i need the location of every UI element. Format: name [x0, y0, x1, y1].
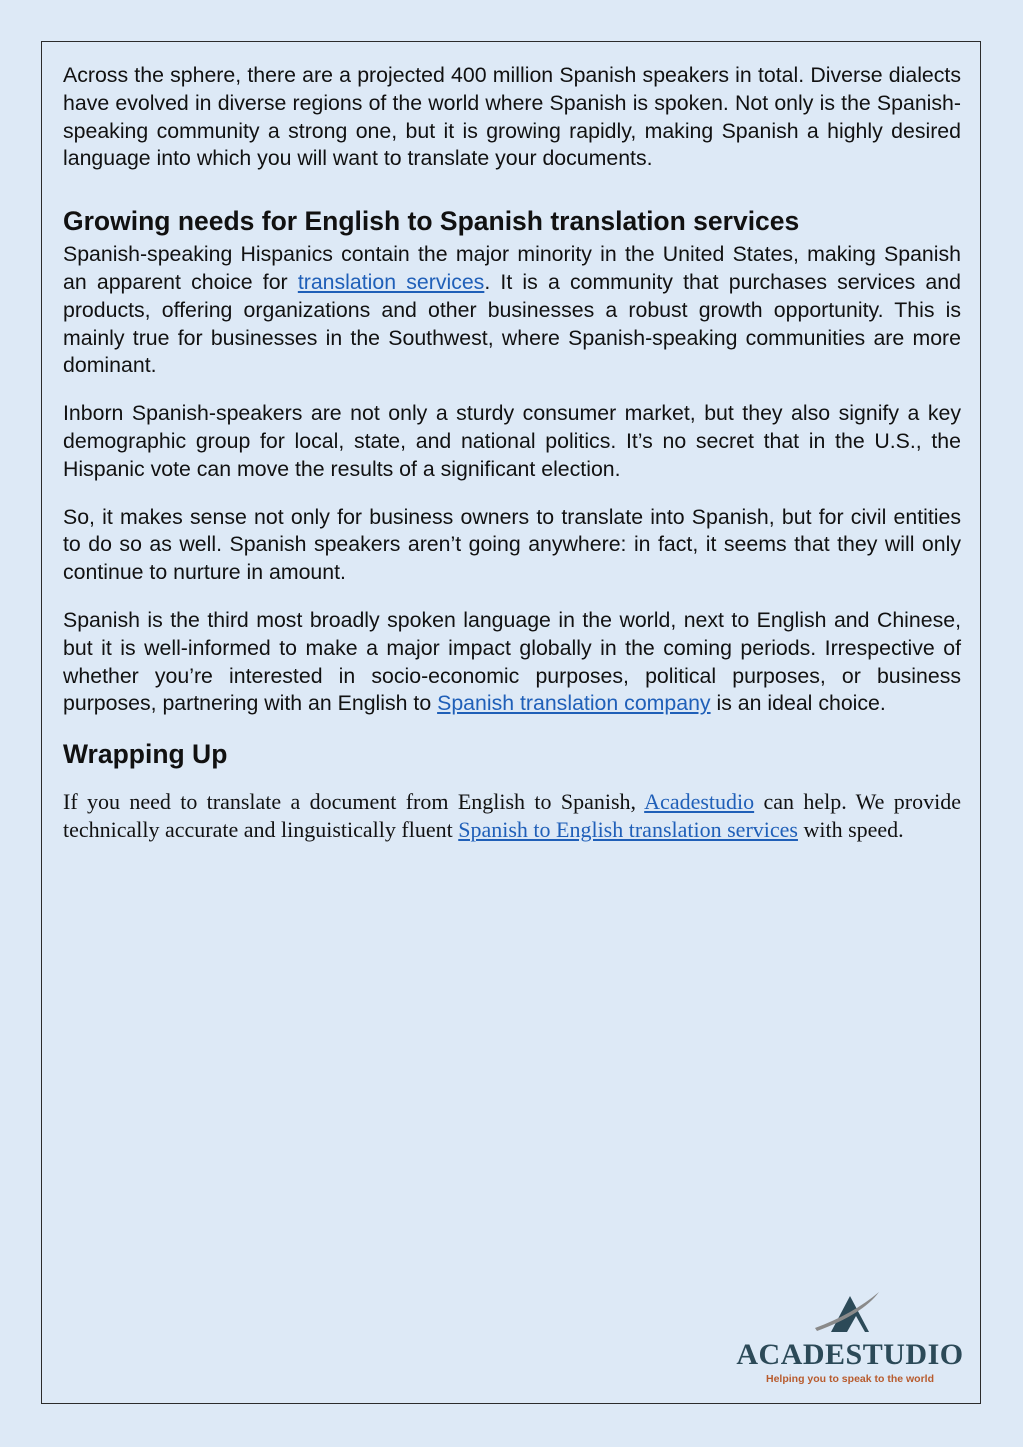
section-heading-growing-needs: Growing needs for English to Spanish translation services: [63, 206, 800, 237]
spanish-to-english-services-link[interactable]: Spanish to English translation services: [458, 817, 798, 843]
text-segment: . It is a community that purchases services and products, offering organizations and other businesses a robust growth opportunity. This is mainly true for businesses in the Southwest, where Spanish-speaking communities are more dominant.: [63, 269, 961, 378]
translation-services-link[interactable]: translation services: [297, 269, 485, 294]
text-segment: Spanish-speaking Hispanics contain the major minority in the United States, making Spanish an apparent choice for: [63, 242, 961, 294]
paragraph-hispanic-minority: [63, 241, 961, 380]
acadestudio-link[interactable]: Acadestudio: [644, 789, 755, 815]
page-frame: [41, 41, 981, 1404]
logo-tagline: Helping you to speak to the world: [765, 1373, 934, 1385]
text-segment: Spanish is the third most broadly spoken language in the world, next to English and Chinese, but it is well-informed to make a major impact globally in the coming periods. Irrespective of whether you’re interested in socio-economic purposes, political purposes, or business purposes, partnering with an English to: [63, 607, 961, 716]
mountain-swoosh-icon: [735, 1288, 965, 1338]
spanish-translation-company-link[interactable]: Spanish translation company: [437, 691, 711, 716]
acadestudio-logo: [735, 1288, 965, 1388]
section-heading-wrapping-up: Wrapping Up: [63, 739, 228, 770]
paragraph-wrapping-up: [63, 788, 961, 844]
paragraph-civil-entities: So, it makes sense not only for business owners to translate into Spanish, but for civil entities to do so as well. Spanish speakers aren’t going anywhere: in fact, it seems that they will only continue to nurture in amount.: [63, 504, 961, 585]
paragraph-consumer-market: Inborn Spanish-speakers are not only a sturdy consumer market, but they also signify a key demographic group for local, state, and national politics. It’s no secret that in the U.S., the Hispanic vote can move the results of a significant election.: [63, 401, 961, 481]
document-body: [63, 62, 961, 844]
paragraph-third-language: [63, 607, 961, 718]
text-segment: can help. We provide technically accurate and linguistically fluent: [63, 789, 961, 843]
text-segment: If you need to translate a document from English to Spanish,: [63, 789, 645, 815]
logo-name: ACADESTUDIO: [736, 1338, 964, 1371]
text-segment: is an ideal choice.: [710, 691, 886, 716]
text-segment: with speed.: [797, 817, 904, 843]
intro-paragraph: Across the sphere, there are a projected 400 million Spanish speakers in total. Diverse dialects have evolved in diverse regions of the world where Spanish is spoken. Not only is the Spanish-speaking community a strong one, but it is growing rapidly, making Spanish a highly desired language into which you will want to translate your documents.: [63, 63, 961, 171]
